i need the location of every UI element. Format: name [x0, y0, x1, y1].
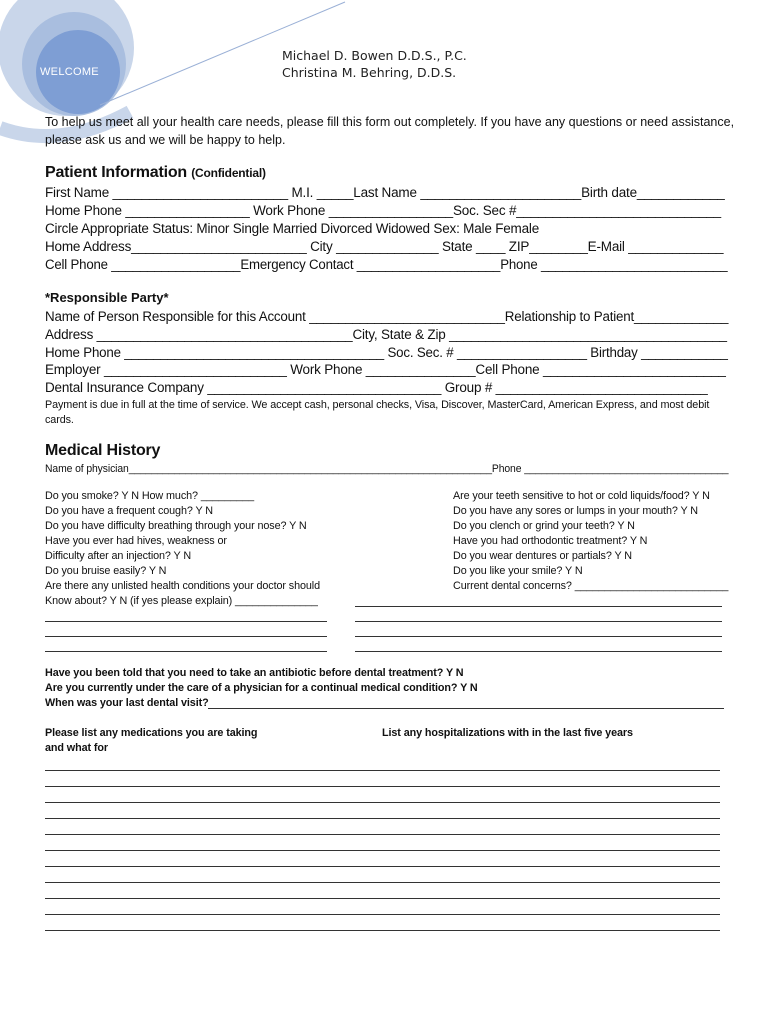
- concerns-blank-line[interactable]: [355, 606, 722, 607]
- rp-row-address[interactable]: Address ___________________________________City, State & Zip ______________________________________: [45, 327, 727, 342]
- question-sensitive-teeth[interactable]: Are your teeth sensitive to hot or cold liquids/food? Y N: [453, 490, 710, 502]
- doctor-name-2: Christina M. Behring, D.D.S.: [282, 65, 457, 80]
- payment-note: Payment is due in full at the time of service. We accept cash, personal checks, Visa, Discover, MasterCard, American Express, and most debit cards.: [45, 399, 710, 426]
- practice-header: [282, 47, 467, 81]
- intro-text: To help us meet all your health care needs, please fill this form out completely. If you have any questions or need assistance, please ask us and we will be happy to help.: [45, 115, 735, 147]
- patient-information-title: Patient Information: [45, 164, 187, 181]
- question-sores[interactable]: Do you have any sores or lumps in your mouth? Y N: [453, 505, 698, 517]
- medications-blank-line[interactable]: [45, 818, 720, 819]
- question-injection[interactable]: Difficulty after an injection? Y N: [45, 550, 192, 562]
- concerns-blank-line[interactable]: [355, 621, 722, 622]
- pi-row-home-phone[interactable]: Home Phone _________________ Work Phone _________________Soc. Sec #____________________________: [45, 203, 721, 218]
- concerns-blank-line[interactable]: [355, 636, 722, 637]
- medical-history-heading: Medical History: [45, 442, 161, 459]
- question-orthodontic[interactable]: Have you had orthodontic treatment? Y N: [453, 535, 648, 547]
- last-dental-visit-label: When was your last dental visit?: [45, 697, 209, 709]
- patient-information-heading: [45, 164, 266, 182]
- question-dentures[interactable]: Do you wear dentures or partials? Y N: [453, 550, 632, 562]
- explain-blank-line[interactable]: [45, 651, 327, 652]
- medications-label-2: and what for: [45, 742, 108, 754]
- question-unlisted: Are there any unlisted health conditions your doctor should: [45, 580, 320, 592]
- medications-blank-line[interactable]: [45, 882, 720, 883]
- question-clench[interactable]: Do you clench or grind your teeth? Y N: [453, 520, 635, 532]
- question-know-about[interactable]: Know about? Y N (if yes please explain) ______________: [45, 595, 318, 607]
- responsible-party-heading: *Responsible Party*: [45, 290, 169, 305]
- question-smile[interactable]: Do you like your smile? Y N: [453, 565, 583, 577]
- pi-row-cell-phone[interactable]: Cell Phone __________________Emergency Contact ____________________Phone __________________________: [45, 257, 728, 272]
- medications-blank-line[interactable]: [45, 834, 720, 835]
- concerns-blank-line[interactable]: [355, 651, 722, 652]
- question-breathing[interactable]: Do you have difficulty breathing through your nose? Y N: [45, 520, 307, 532]
- rp-row-employer[interactable]: Employer _________________________ Work Phone _______________Cell Phone _________________________: [45, 362, 726, 377]
- physician-row[interactable]: Name of physician________________________________________________________________Phone ____________________________________: [45, 463, 729, 475]
- welcome-label: WELCOME: [40, 66, 99, 78]
- question-hives: Have you ever had hives, weakness or: [45, 535, 227, 547]
- medications-label: Please list any medications you are taking: [45, 727, 258, 739]
- medications-blank-line[interactable]: [45, 866, 720, 867]
- rp-row-name[interactable]: Name of Person Responsible for this Account ___________________________Relationship to Patient_____________: [45, 309, 729, 324]
- medications-blank-line[interactable]: [45, 802, 720, 803]
- pi-row-home-address[interactable]: Home Address________________________ City ______________ State ____ ZIP________E-Mail _____________: [45, 239, 724, 254]
- antibiotic-question[interactable]: Have you been told that you need to take an antibiotic before dental treatment? Y N: [45, 667, 464, 679]
- question-dental-concerns[interactable]: Current dental concerns? __________________________: [453, 580, 729, 592]
- hospitalizations-label: List any hospitalizations with in the last five years: [382, 727, 633, 739]
- medications-blank-line[interactable]: [45, 914, 720, 915]
- medications-blank-line[interactable]: [45, 770, 720, 771]
- medications-blank-line[interactable]: [45, 850, 720, 851]
- pi-row-first-name[interactable]: First Name ________________________ M.I. _____Last Name ______________________Birth date____________: [45, 185, 725, 200]
- question-cough[interactable]: Do you have a frequent cough? Y N: [45, 505, 213, 517]
- last-dental-visit-line[interactable]: [208, 708, 724, 709]
- rp-row-insurance[interactable]: Dental Insurance Company ________________________________ Group # _____________________________: [45, 380, 708, 395]
- medications-blank-line[interactable]: [45, 930, 720, 931]
- pi-row-status[interactable]: Circle Appropriate Status: Minor Single Married Divorced Widowed Sex: Male Female: [45, 221, 540, 236]
- question-bruise[interactable]: Do you bruise easily? Y N: [45, 565, 167, 577]
- medications-blank-line[interactable]: [45, 898, 720, 899]
- medications-blank-line[interactable]: [45, 786, 720, 787]
- explain-blank-line[interactable]: [45, 621, 327, 622]
- doctor-name-1: Michael D. Bowen D.D.S., P.C.: [282, 48, 467, 63]
- explain-blank-line[interactable]: [45, 636, 327, 637]
- question-smoke[interactable]: Do you smoke? Y N How much? _________: [45, 490, 254, 502]
- physician-care-question[interactable]: Are you currently under the care of a physician for a continual medical condition? Y N: [45, 682, 478, 694]
- rp-row-home-phone[interactable]: Home Phone ____________________________________ Soc. Sec. # __________________ Birthday ____________: [45, 345, 728, 360]
- confidential-label: (Confidential): [191, 166, 266, 180]
